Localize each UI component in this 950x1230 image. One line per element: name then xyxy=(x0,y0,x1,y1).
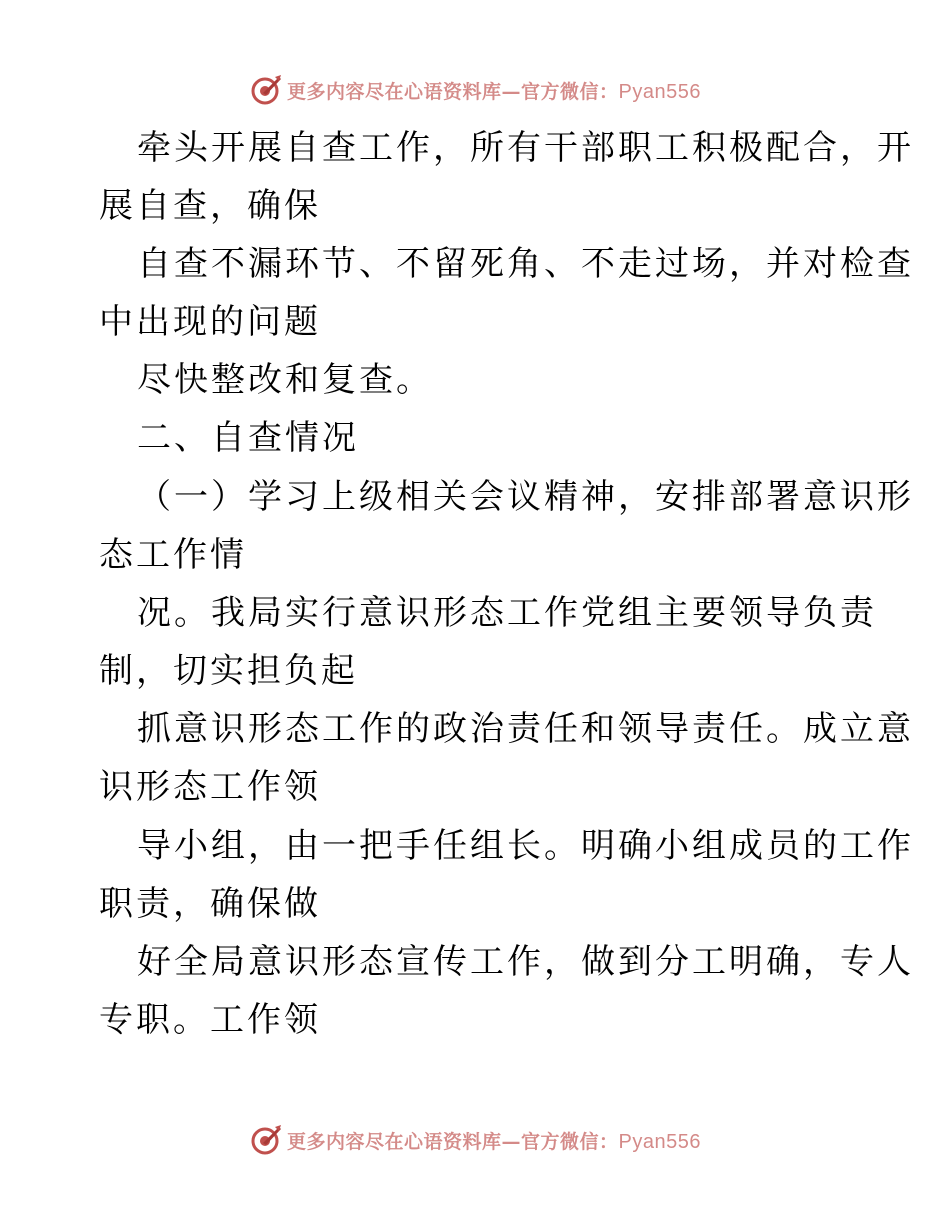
text-line: 职责，确保做 xyxy=(99,884,321,924)
watermark-text: 更多内容尽在心语资料库—官方微信：Pyan556 xyxy=(287,1130,701,1153)
text-line: 好全局意识形态宣传工作，做到分工明确，专人 xyxy=(137,942,914,982)
watermark-text: 更多内容尽在心语资料库—官方微信：Pyan556 xyxy=(287,80,701,103)
text-line: 制，切实担负起 xyxy=(99,651,358,691)
watermark-handle: Pyan556 xyxy=(618,80,701,103)
quill-logo-icon xyxy=(249,73,283,107)
watermark-handle: Pyan556 xyxy=(618,1130,701,1153)
text-line: 态工作情 xyxy=(99,535,247,575)
quill-logo-icon xyxy=(249,1123,283,1157)
text-line: 中出现的问题 xyxy=(99,302,321,342)
text-line: 尽快整改和复查。 xyxy=(137,360,433,400)
text-line: 专职。工作领 xyxy=(99,1000,321,1040)
text-line: 导小组，由一把手任组长。明确小组成员的工作 xyxy=(137,826,914,866)
text-line: 自查不漏环节、不留死角、不走过场，并对检查 xyxy=(137,244,914,284)
section-heading: 二、自查情况 xyxy=(137,418,359,458)
text-line: 况。我局实行意识形态工作党组主要领导负责 xyxy=(137,593,877,633)
text-line: 展自查，确保 xyxy=(99,186,321,226)
text-line: 牵头开展自查工作，所有干部职工积极配合，开 xyxy=(137,128,914,168)
text-line: 抓意识形态工作的政治责任和领导责任。成立意 xyxy=(137,709,914,749)
subsection-heading: （一）学习上级相关会议精神，安排部署意识形 xyxy=(137,477,914,517)
text-line: 识形态工作领 xyxy=(99,767,321,807)
header-watermark xyxy=(0,72,950,108)
footer-watermark xyxy=(0,1122,950,1158)
